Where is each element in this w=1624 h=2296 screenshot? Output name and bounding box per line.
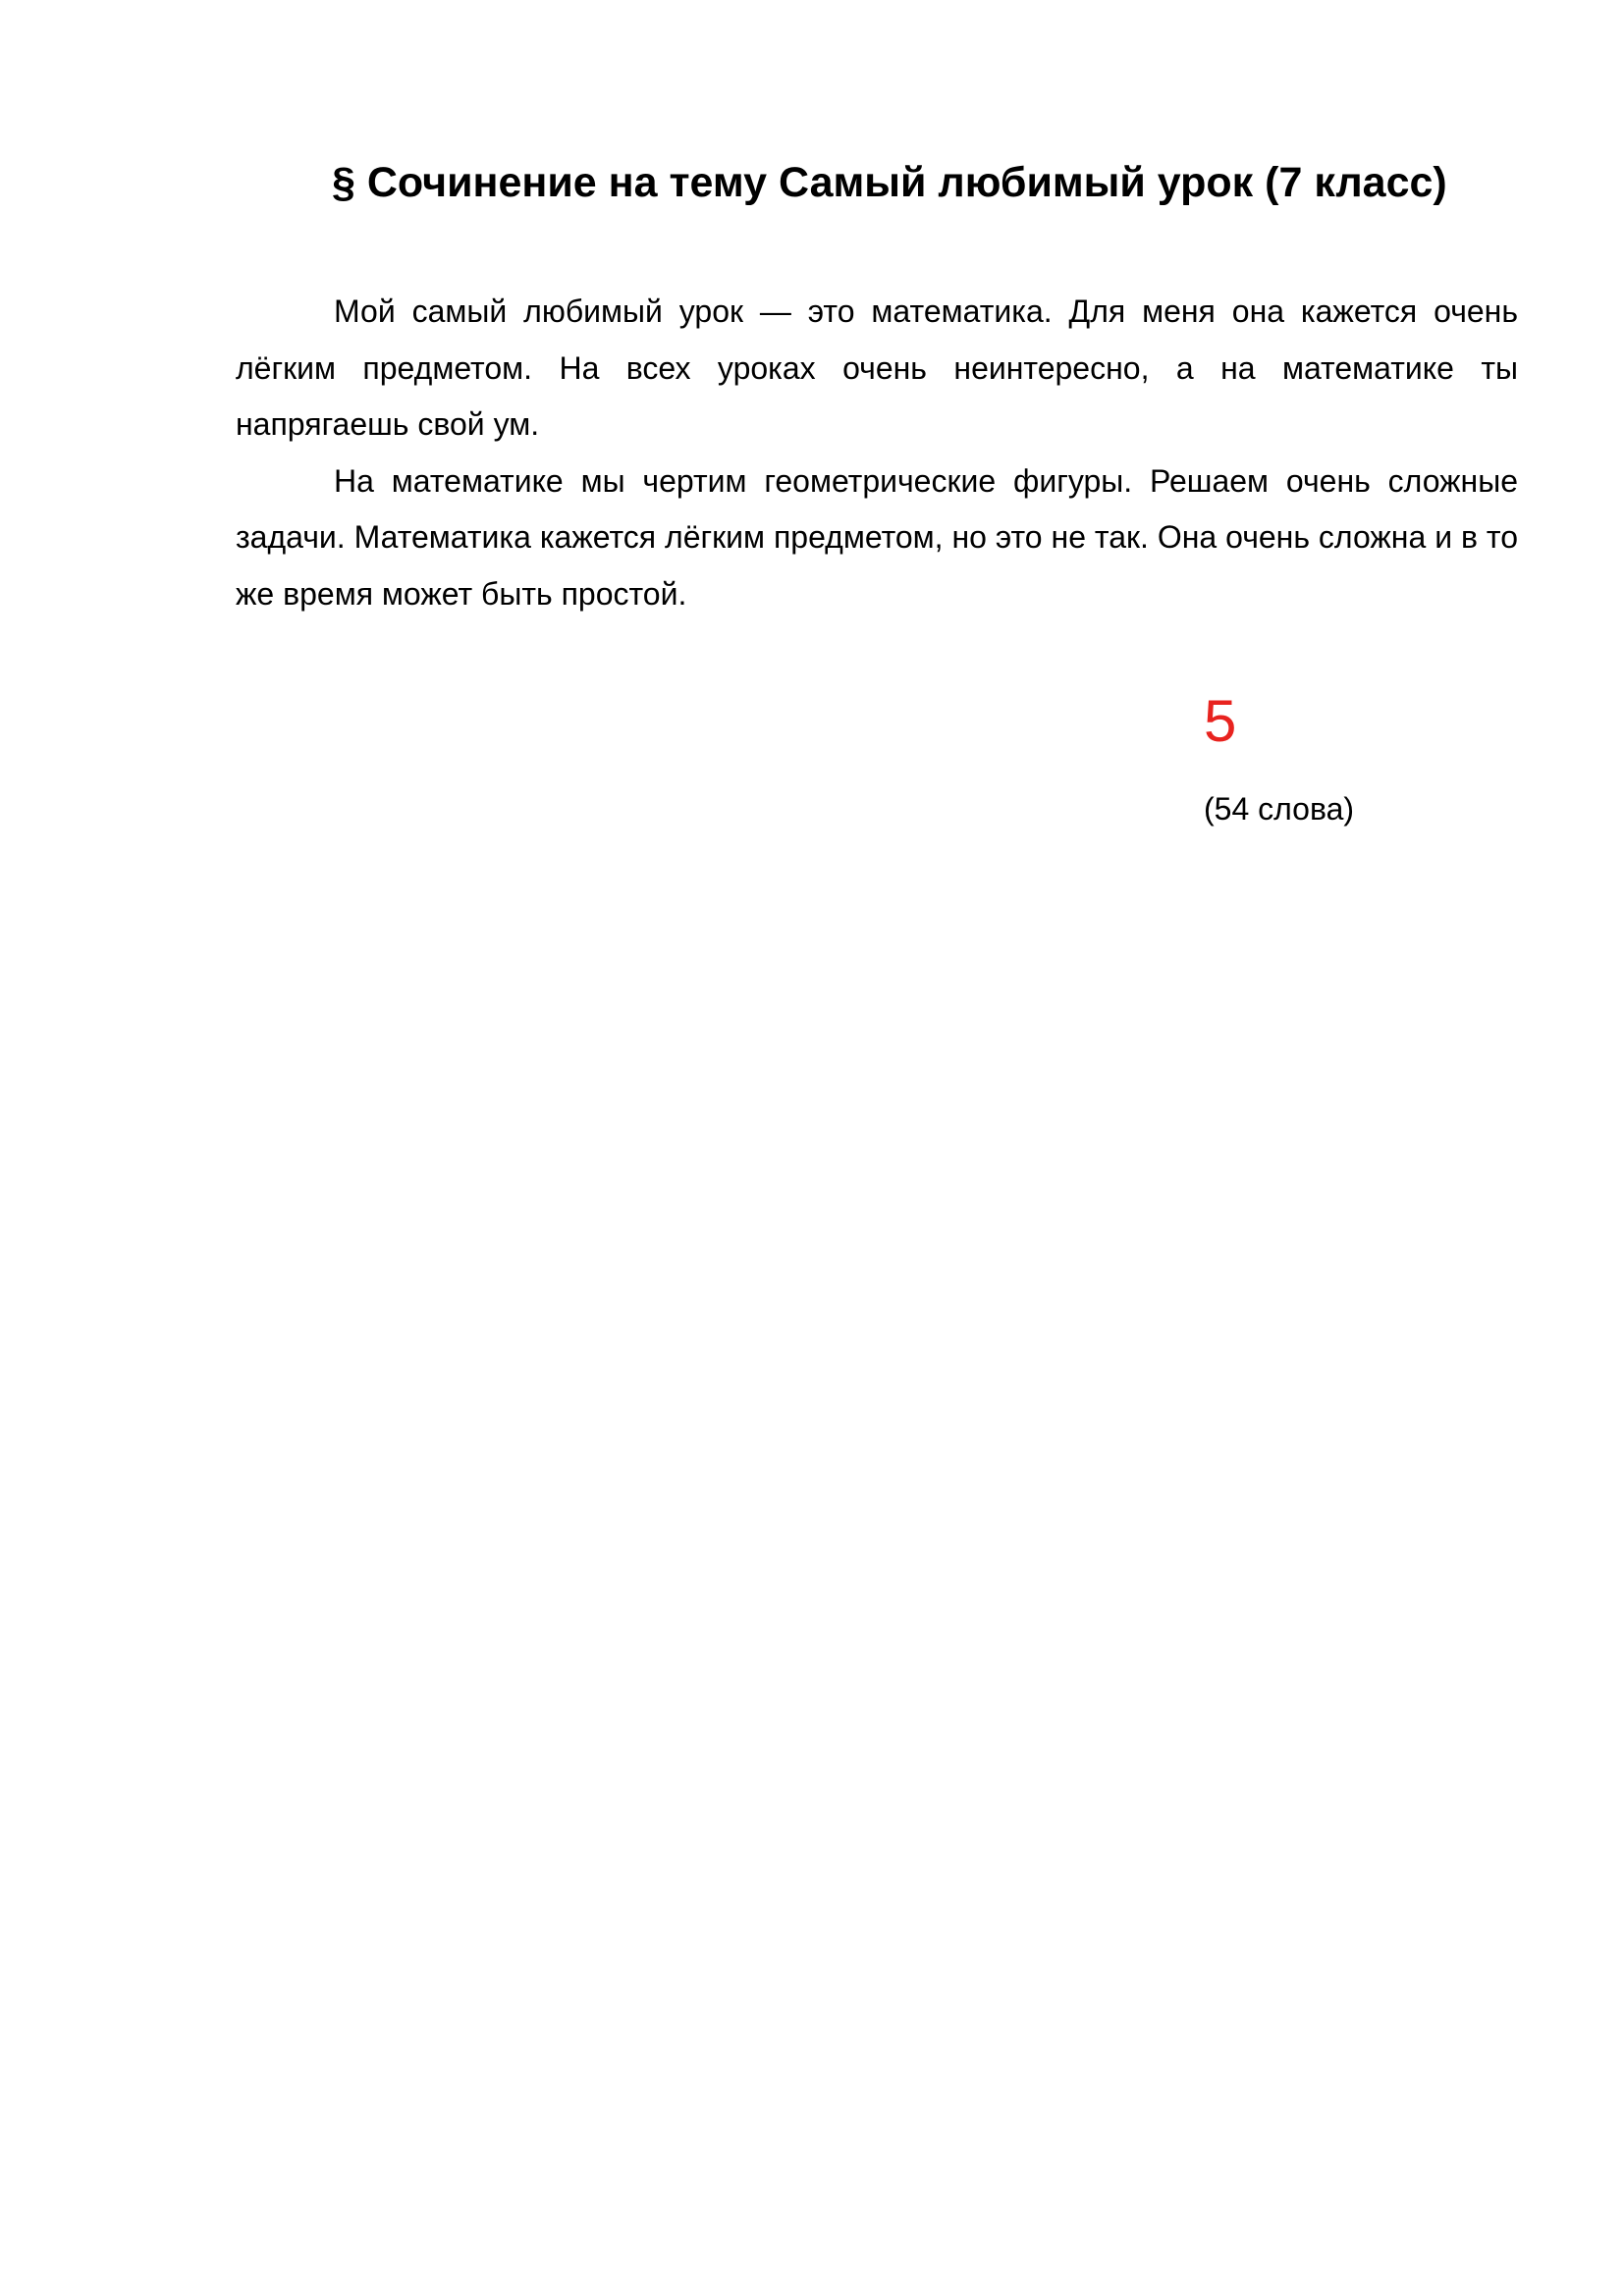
grade-mark: 5 xyxy=(1204,688,1237,754)
essay-paragraph-1: Мой самый любимый урок — это математика. Для меня она кажется очень лёгким предметом. На всех уроках очень неинтересно, а на математике ты напрягаешь свой ум. xyxy=(236,294,1518,442)
essay-paragraph-2: На математике мы чертим геометрические фигуры. Решаем очень сложные задачи. Математика кажется лёгким предметом, но это не так. Она очень сложна и в то же время может быть простой. xyxy=(236,462,1518,612)
essay-body xyxy=(236,284,1518,622)
word-count: (54 слова) xyxy=(1204,791,1355,827)
essay-title: § Сочинение на тему Самый любимый урок (7 класс) xyxy=(332,159,1447,206)
